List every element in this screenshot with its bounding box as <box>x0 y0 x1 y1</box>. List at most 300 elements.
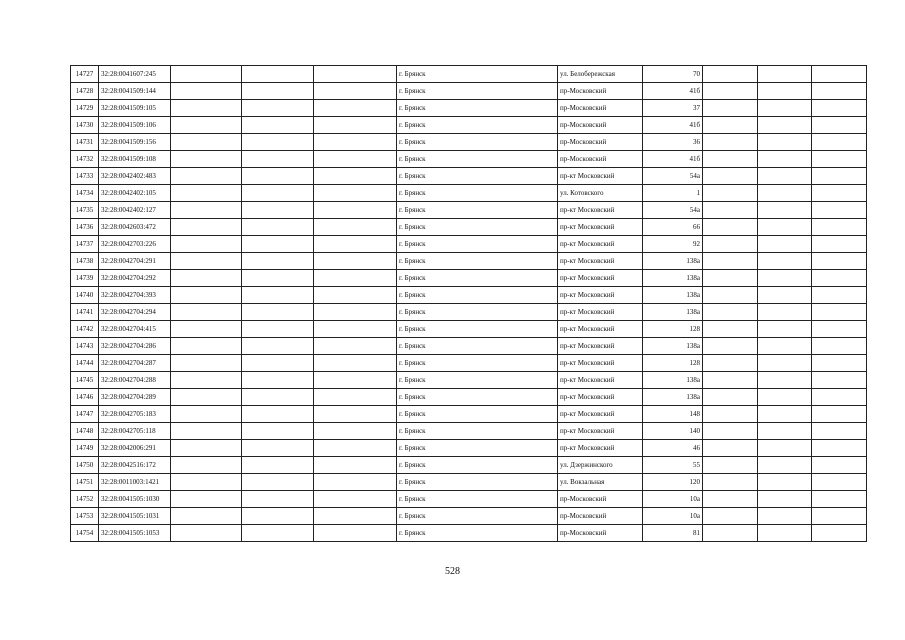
empty-cell <box>703 287 758 304</box>
empty-cell <box>171 491 242 508</box>
street-cell: пр-кт Московский <box>558 321 643 338</box>
street-cell: пр-кт Московский <box>558 389 643 406</box>
house-number-cell: 36 <box>643 134 703 151</box>
table-row <box>71 372 867 389</box>
city-cell: г. Брянск <box>397 457 558 474</box>
street-cell: пр-кт Московский <box>558 168 643 185</box>
cadastral-number-cell: 32:28:0042704:292 <box>99 270 171 287</box>
city-cell: г. Брянск <box>397 287 558 304</box>
table-row <box>71 100 867 117</box>
city-cell: г. Брянск <box>397 117 558 134</box>
empty-cell <box>703 66 758 83</box>
record-number-cell: 14749 <box>71 440 99 457</box>
table-row <box>71 423 867 440</box>
house-number-cell: 128 <box>643 321 703 338</box>
empty-cell <box>703 185 758 202</box>
empty-cell <box>812 440 867 457</box>
record-number-cell: 14731 <box>71 134 99 151</box>
empty-cell <box>171 270 242 287</box>
record-number-cell: 14742 <box>71 321 99 338</box>
empty-cell <box>703 270 758 287</box>
street-cell: ул. Дзержинского <box>558 457 643 474</box>
table-row <box>71 304 867 321</box>
empty-cell <box>171 389 242 406</box>
empty-cell <box>314 219 397 236</box>
empty-cell <box>171 525 242 542</box>
empty-cell <box>812 202 867 219</box>
record-number-cell: 14743 <box>71 338 99 355</box>
record-number-cell: 14727 <box>71 66 99 83</box>
street-cell: пр-кт Московский <box>558 236 643 253</box>
empty-cell <box>171 151 242 168</box>
street-cell: пр-Московский <box>558 491 643 508</box>
street-cell: пр-Московский <box>558 508 643 525</box>
empty-cell <box>703 508 758 525</box>
empty-cell <box>314 134 397 151</box>
empty-cell <box>703 168 758 185</box>
street-cell: пр-кт Московский <box>558 372 643 389</box>
cadastral-number-cell: 32:28:0042516:172 <box>99 457 171 474</box>
street-cell: пр-Московский <box>558 117 643 134</box>
record-number-cell: 14747 <box>71 406 99 423</box>
street-cell: пр-Московский <box>558 83 643 100</box>
empty-cell <box>171 457 242 474</box>
empty-cell <box>703 236 758 253</box>
empty-cell <box>242 168 314 185</box>
table-row <box>71 134 867 151</box>
cadastral-number-cell: 32:28:0041505:1031 <box>99 508 171 525</box>
cadastral-number-cell: 32:28:0042006:291 <box>99 440 171 457</box>
cadastral-number-cell: 32:28:0042705:118 <box>99 423 171 440</box>
cadastral-number-cell: 32:28:0042703:226 <box>99 236 171 253</box>
empty-cell <box>758 287 812 304</box>
city-cell: г. Брянск <box>397 134 558 151</box>
empty-cell <box>758 236 812 253</box>
empty-cell <box>758 423 812 440</box>
record-number-cell: 14748 <box>71 423 99 440</box>
house-number-cell: 128 <box>643 355 703 372</box>
empty-cell <box>758 338 812 355</box>
house-number-cell: 70 <box>643 66 703 83</box>
empty-cell <box>703 321 758 338</box>
record-number-cell: 14744 <box>71 355 99 372</box>
empty-cell <box>758 185 812 202</box>
street-cell: пр-Московский <box>558 151 643 168</box>
record-number-cell: 14738 <box>71 253 99 270</box>
cadastral-number-cell: 32:28:0011003:1421 <box>99 474 171 491</box>
empty-cell <box>758 389 812 406</box>
empty-cell <box>171 236 242 253</box>
empty-cell <box>703 151 758 168</box>
empty-cell <box>812 457 867 474</box>
street-cell: пр-Московский <box>558 134 643 151</box>
street-cell: пр-кт Московский <box>558 355 643 372</box>
empty-cell <box>812 372 867 389</box>
street-cell: пр-Московский <box>558 525 643 542</box>
house-number-cell: 92 <box>643 236 703 253</box>
empty-cell <box>242 406 314 423</box>
empty-cell <box>242 83 314 100</box>
record-number-cell: 14753 <box>71 508 99 525</box>
house-number-cell: 138а <box>643 253 703 270</box>
cadastral-number-cell: 32:28:0042704:294 <box>99 304 171 321</box>
city-cell: г. Брянск <box>397 508 558 525</box>
empty-cell <box>314 287 397 304</box>
empty-cell <box>758 168 812 185</box>
empty-cell <box>703 525 758 542</box>
empty-cell <box>758 491 812 508</box>
empty-cell <box>242 202 314 219</box>
empty-cell <box>703 219 758 236</box>
table-row <box>71 236 867 253</box>
empty-cell <box>758 372 812 389</box>
empty-cell <box>758 474 812 491</box>
empty-cell <box>171 66 242 83</box>
street-cell: пр-кт Московский <box>558 202 643 219</box>
city-cell: г. Брянск <box>397 525 558 542</box>
empty-cell <box>812 117 867 134</box>
street-cell: пр-кт Московский <box>558 253 643 270</box>
house-number-cell: 10а <box>643 508 703 525</box>
table-row <box>71 270 867 287</box>
empty-cell <box>758 508 812 525</box>
record-number-cell: 14728 <box>71 83 99 100</box>
empty-cell <box>242 253 314 270</box>
city-cell: г. Брянск <box>397 406 558 423</box>
empty-cell <box>242 338 314 355</box>
cadastral-number-cell: 32:28:0042704:291 <box>99 253 171 270</box>
empty-cell <box>758 100 812 117</box>
empty-cell <box>242 457 314 474</box>
empty-cell <box>314 525 397 542</box>
house-number-cell: 41б <box>643 117 703 134</box>
record-number-cell: 14750 <box>71 457 99 474</box>
empty-cell <box>242 117 314 134</box>
record-number-cell: 14745 <box>71 372 99 389</box>
empty-cell <box>812 525 867 542</box>
table-row <box>71 338 867 355</box>
empty-cell <box>242 423 314 440</box>
city-cell: г. Брянск <box>397 474 558 491</box>
empty-cell <box>171 83 242 100</box>
city-cell: г. Брянск <box>397 83 558 100</box>
empty-cell <box>758 270 812 287</box>
record-number-cell: 14752 <box>71 491 99 508</box>
street-cell: пр-кт Московский <box>558 270 643 287</box>
empty-cell <box>812 474 867 491</box>
street-cell: пр-кт Московский <box>558 406 643 423</box>
empty-cell <box>703 355 758 372</box>
table-row <box>71 185 867 202</box>
record-number-cell: 14733 <box>71 168 99 185</box>
empty-cell <box>242 372 314 389</box>
table-row <box>71 406 867 423</box>
city-cell: г. Брянск <box>397 219 558 236</box>
house-number-cell: 37 <box>643 100 703 117</box>
empty-cell <box>703 491 758 508</box>
empty-cell <box>812 134 867 151</box>
table-row <box>71 321 867 338</box>
record-number-cell: 14754 <box>71 525 99 542</box>
cadastral-number-cell: 32:28:0042704:287 <box>99 355 171 372</box>
empty-cell <box>171 508 242 525</box>
empty-cell <box>812 423 867 440</box>
empty-cell <box>758 117 812 134</box>
empty-cell <box>703 457 758 474</box>
empty-cell <box>314 491 397 508</box>
empty-cell <box>314 389 397 406</box>
empty-cell <box>242 236 314 253</box>
table-row <box>71 117 867 134</box>
empty-cell <box>703 100 758 117</box>
table-row <box>71 457 867 474</box>
house-number-cell: 138а <box>643 304 703 321</box>
empty-cell <box>171 355 242 372</box>
cadastral-number-cell: 32:28:0041509:106 <box>99 117 171 134</box>
cadastral-number-cell: 32:28:0042704:415 <box>99 321 171 338</box>
empty-cell <box>242 525 314 542</box>
house-number-cell: 138а <box>643 389 703 406</box>
empty-cell <box>242 287 314 304</box>
empty-cell <box>812 304 867 321</box>
city-cell: г. Брянск <box>397 491 558 508</box>
empty-cell <box>242 474 314 491</box>
house-number-cell: 10а <box>643 491 703 508</box>
empty-cell <box>242 151 314 168</box>
empty-cell <box>758 304 812 321</box>
record-number-cell: 14732 <box>71 151 99 168</box>
table-row <box>71 287 867 304</box>
empty-cell <box>242 185 314 202</box>
empty-cell <box>314 100 397 117</box>
empty-cell <box>242 100 314 117</box>
city-cell: г. Брянск <box>397 151 558 168</box>
empty-cell <box>758 134 812 151</box>
record-number-cell: 14730 <box>71 117 99 134</box>
empty-cell <box>314 474 397 491</box>
empty-cell <box>314 372 397 389</box>
house-number-cell: 1 <box>643 185 703 202</box>
city-cell: г. Брянск <box>397 236 558 253</box>
empty-cell <box>242 134 314 151</box>
empty-cell <box>703 406 758 423</box>
table-row <box>71 168 867 185</box>
table-body <box>71 66 867 542</box>
house-number-cell: 54а <box>643 168 703 185</box>
empty-cell <box>242 355 314 372</box>
street-cell: ул. Котовского <box>558 185 643 202</box>
empty-cell <box>758 355 812 372</box>
empty-cell <box>812 508 867 525</box>
city-cell: г. Брянск <box>397 202 558 219</box>
city-cell: г. Брянск <box>397 168 558 185</box>
cadastral-number-cell: 32:28:0042704:288 <box>99 372 171 389</box>
empty-cell <box>242 304 314 321</box>
house-number-cell: 138а <box>643 372 703 389</box>
city-cell: г. Брянск <box>397 338 558 355</box>
empty-cell <box>703 440 758 457</box>
empty-cell <box>242 389 314 406</box>
cadastral-number-cell: 32:28:0041509:105 <box>99 100 171 117</box>
empty-cell <box>171 321 242 338</box>
city-cell: г. Брянск <box>397 355 558 372</box>
street-cell: ул. Белобережская <box>558 66 643 83</box>
empty-cell <box>171 474 242 491</box>
street-cell: пр-кт Московский <box>558 338 643 355</box>
empty-cell <box>703 389 758 406</box>
city-cell: г. Брянск <box>397 66 558 83</box>
city-cell: г. Брянск <box>397 185 558 202</box>
city-cell: г. Брянск <box>397 423 558 440</box>
empty-cell <box>812 66 867 83</box>
table-row <box>71 151 867 168</box>
empty-cell <box>242 491 314 508</box>
table-row <box>71 491 867 508</box>
table-row <box>71 66 867 83</box>
cadastral-number-cell: 32:28:0041509:108 <box>99 151 171 168</box>
house-number-cell: 140 <box>643 423 703 440</box>
record-number-cell: 14751 <box>71 474 99 491</box>
empty-cell <box>242 440 314 457</box>
empty-cell <box>703 372 758 389</box>
record-number-cell: 14735 <box>71 202 99 219</box>
street-cell: пр-кт Московский <box>558 287 643 304</box>
empty-cell <box>171 134 242 151</box>
empty-cell <box>314 83 397 100</box>
empty-cell <box>314 423 397 440</box>
empty-cell <box>758 525 812 542</box>
empty-cell <box>171 253 242 270</box>
empty-cell <box>758 202 812 219</box>
empty-cell <box>314 355 397 372</box>
empty-cell <box>171 168 242 185</box>
empty-cell <box>314 117 397 134</box>
empty-cell <box>171 304 242 321</box>
empty-cell <box>703 253 758 270</box>
empty-cell <box>812 355 867 372</box>
city-cell: г. Брянск <box>397 253 558 270</box>
record-number-cell: 14741 <box>71 304 99 321</box>
empty-cell <box>812 287 867 304</box>
street-cell: ул. Вокзальная <box>558 474 643 491</box>
empty-cell <box>812 406 867 423</box>
empty-cell <box>171 423 242 440</box>
empty-cell <box>314 66 397 83</box>
empty-cell <box>703 202 758 219</box>
house-number-cell: 138а <box>643 287 703 304</box>
empty-cell <box>812 236 867 253</box>
empty-cell <box>242 66 314 83</box>
city-cell: г. Брянск <box>397 100 558 117</box>
empty-cell <box>314 168 397 185</box>
house-number-cell: 41б <box>643 83 703 100</box>
house-number-cell: 81 <box>643 525 703 542</box>
table-row <box>71 219 867 236</box>
city-cell: г. Брянск <box>397 440 558 457</box>
empty-cell <box>171 117 242 134</box>
cadastral-number-cell: 32:28:0042704:289 <box>99 389 171 406</box>
street-cell: пр-кт Московский <box>558 304 643 321</box>
empty-cell <box>171 202 242 219</box>
empty-cell <box>314 304 397 321</box>
empty-cell <box>812 338 867 355</box>
record-number-cell: 14739 <box>71 270 99 287</box>
empty-cell <box>812 389 867 406</box>
record-number-cell: 14737 <box>71 236 99 253</box>
table-row <box>71 440 867 457</box>
empty-cell <box>171 100 242 117</box>
cadastral-number-cell: 32:28:0042402:127 <box>99 202 171 219</box>
page-number: 528 <box>445 566 460 577</box>
empty-cell <box>703 134 758 151</box>
empty-cell <box>703 474 758 491</box>
empty-cell <box>314 338 397 355</box>
city-cell: г. Брянск <box>397 270 558 287</box>
empty-cell <box>812 321 867 338</box>
empty-cell <box>314 236 397 253</box>
empty-cell <box>171 185 242 202</box>
street-cell: пр-кт Московский <box>558 440 643 457</box>
empty-cell <box>703 338 758 355</box>
house-number-cell: 54а <box>643 202 703 219</box>
empty-cell <box>171 338 242 355</box>
street-cell: пр-кт Московский <box>558 423 643 440</box>
empty-cell <box>171 372 242 389</box>
cadastral-number-cell: 32:28:0042402:483 <box>99 168 171 185</box>
house-number-cell: 138а <box>643 338 703 355</box>
house-number-cell: 138а <box>643 270 703 287</box>
cadastral-number-cell: 32:28:0042704:393 <box>99 287 171 304</box>
record-number-cell: 14746 <box>71 389 99 406</box>
table-row <box>71 253 867 270</box>
property-register-table <box>70 65 867 542</box>
empty-cell <box>812 83 867 100</box>
house-number-cell: 120 <box>643 474 703 491</box>
empty-cell <box>812 253 867 270</box>
cadastral-number-cell: 32:28:0041509:144 <box>99 83 171 100</box>
street-cell: пр-кт Московский <box>558 219 643 236</box>
empty-cell <box>758 66 812 83</box>
cadastral-number-cell: 32:28:0042704:286 <box>99 338 171 355</box>
cadastral-number-cell: 32:28:0041509:156 <box>99 134 171 151</box>
empty-cell <box>314 253 397 270</box>
empty-cell <box>171 406 242 423</box>
record-number-cell: 14734 <box>71 185 99 202</box>
house-number-cell: 66 <box>643 219 703 236</box>
empty-cell <box>242 219 314 236</box>
empty-cell <box>314 457 397 474</box>
empty-cell <box>758 83 812 100</box>
house-number-cell: 148 <box>643 406 703 423</box>
record-number-cell: 14740 <box>71 287 99 304</box>
city-cell: г. Брянск <box>397 321 558 338</box>
street-cell: пр-Московский <box>558 100 643 117</box>
house-number-cell: 41б <box>643 151 703 168</box>
empty-cell <box>812 219 867 236</box>
empty-cell <box>314 270 397 287</box>
empty-cell <box>703 83 758 100</box>
empty-cell <box>314 185 397 202</box>
empty-cell <box>812 491 867 508</box>
city-cell: г. Брянск <box>397 372 558 389</box>
table-row <box>71 389 867 406</box>
table-row <box>71 525 867 542</box>
cadastral-number-cell: 32:28:0041505:1053 <box>99 525 171 542</box>
record-number-cell: 14729 <box>71 100 99 117</box>
house-number-cell: 46 <box>643 440 703 457</box>
record-number-cell: 14736 <box>71 219 99 236</box>
empty-cell <box>171 219 242 236</box>
